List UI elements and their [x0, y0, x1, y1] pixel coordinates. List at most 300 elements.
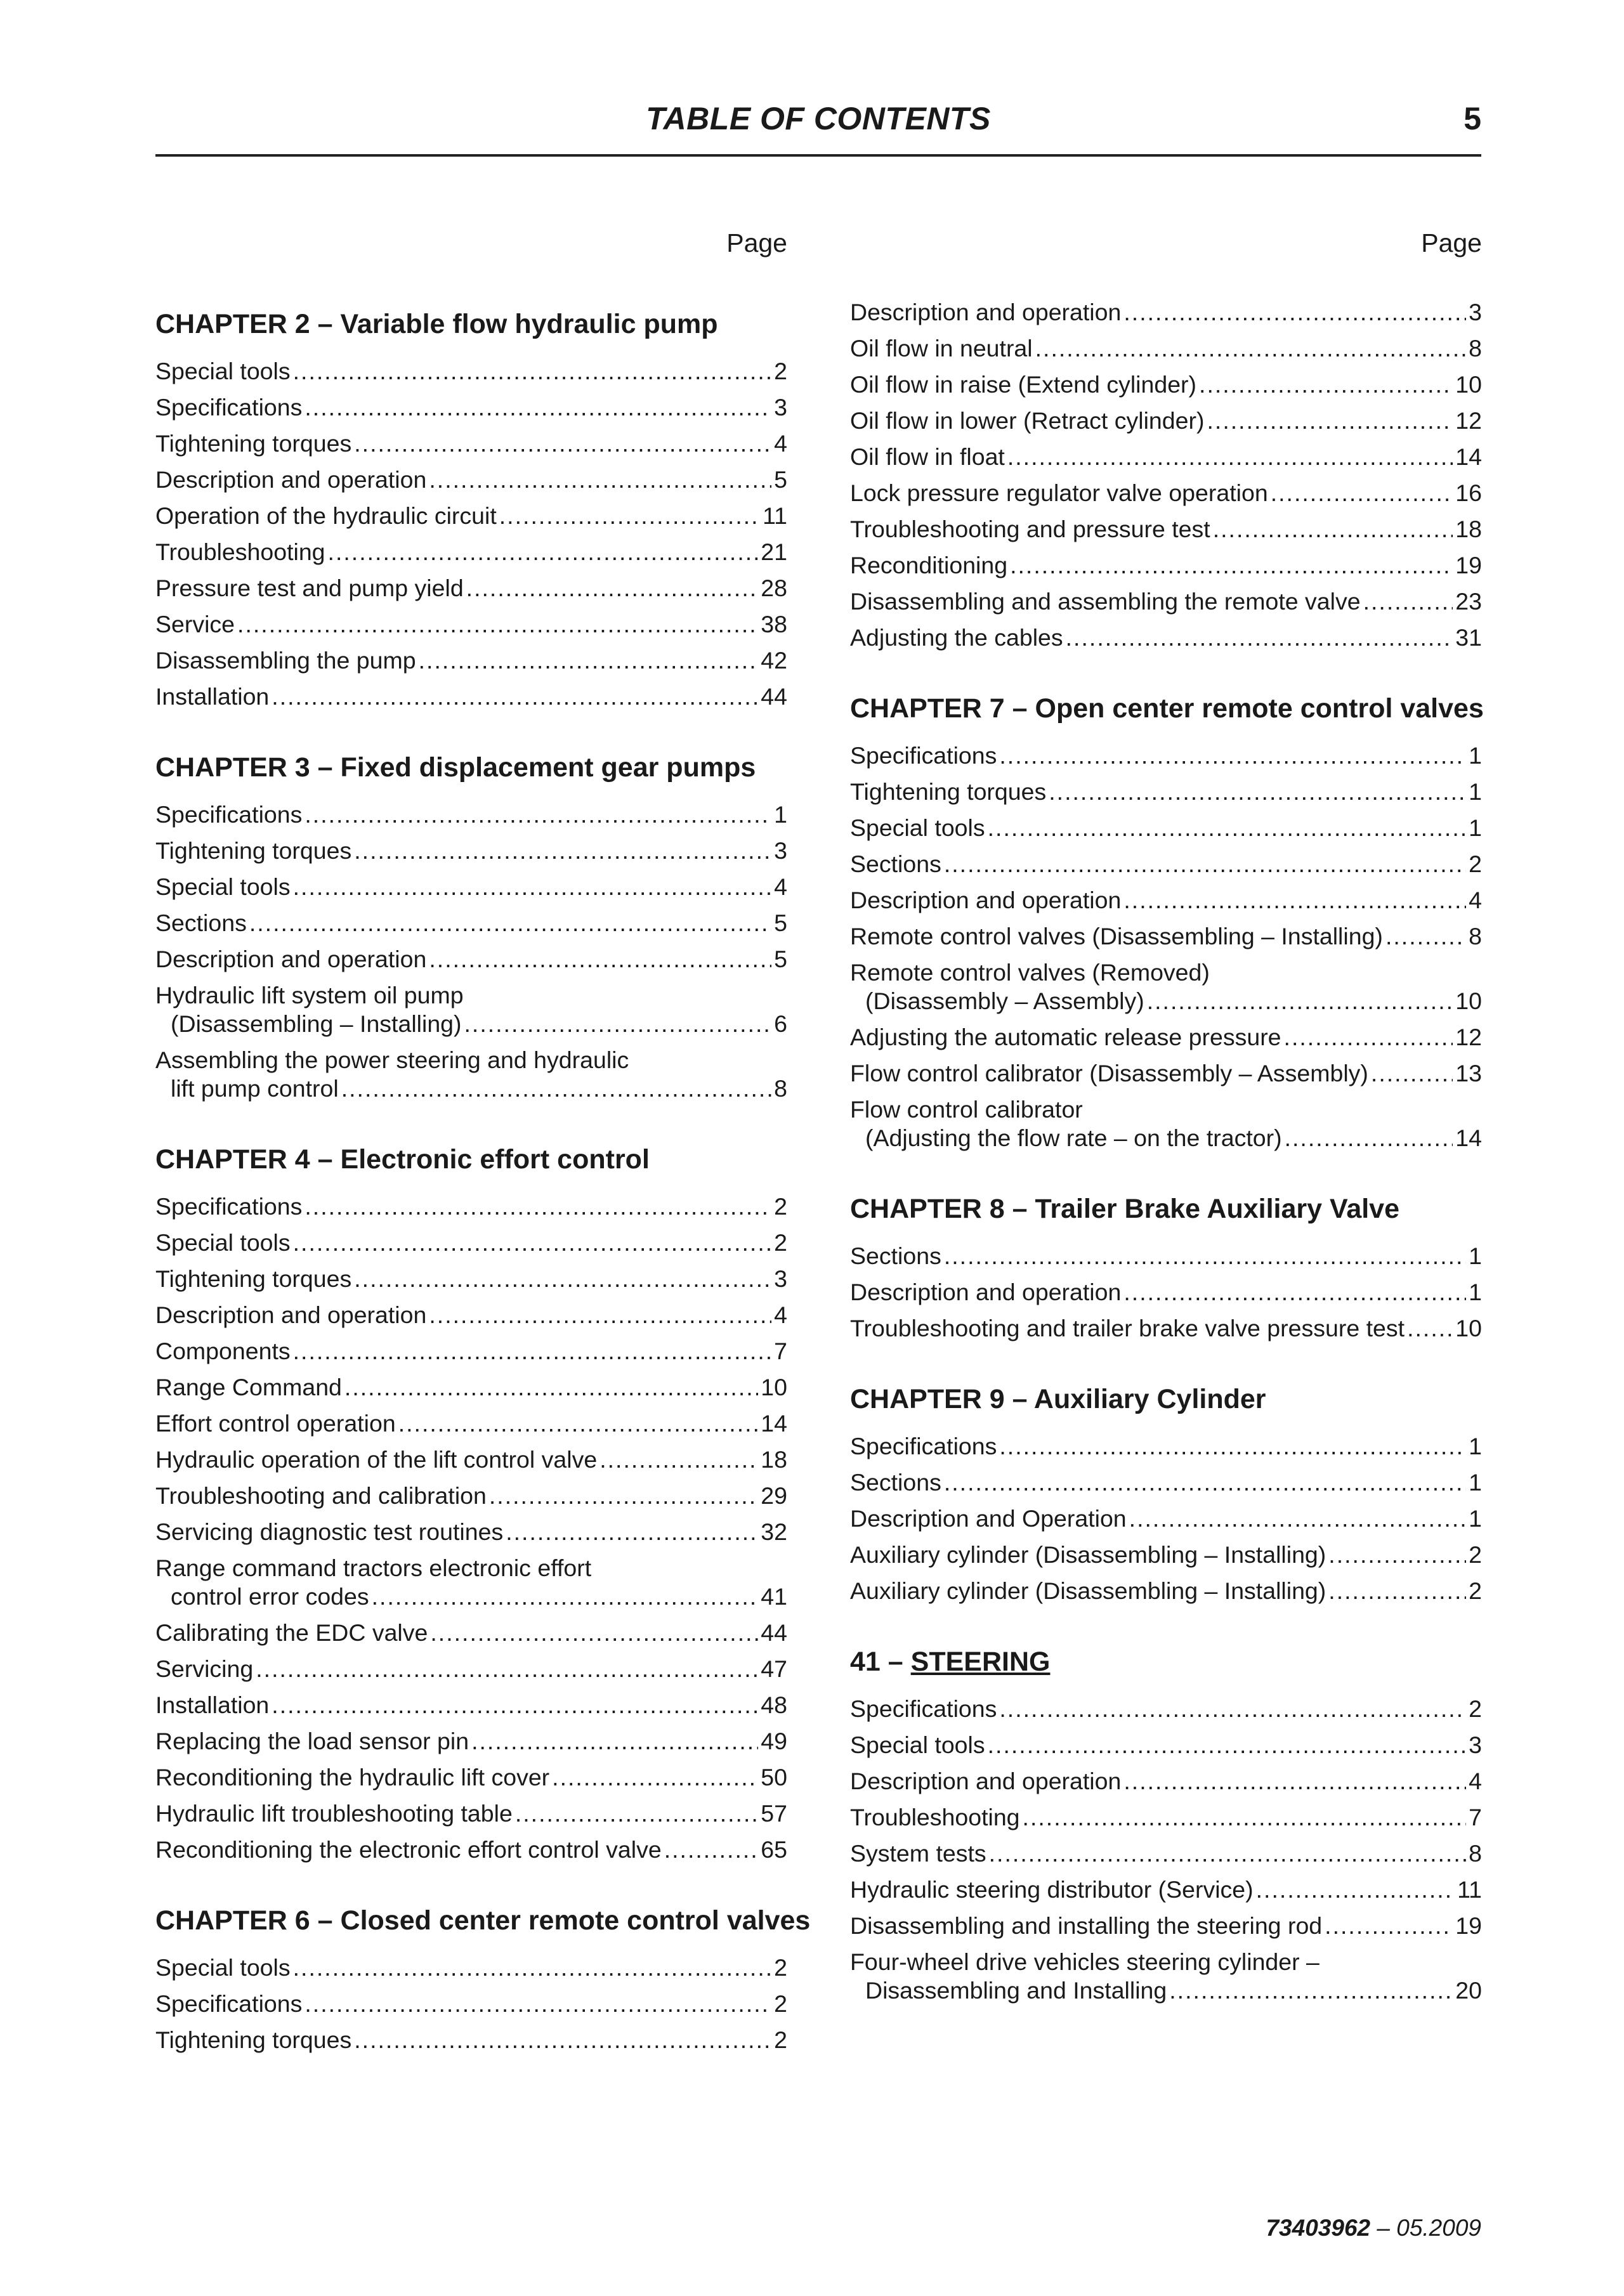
- toc-entry: [155, 502, 787, 530]
- page-column-label: Page: [1421, 228, 1482, 258]
- toc-entry-page: 11: [763, 502, 787, 529]
- toc-entry-title: Hydraulic lift troubleshooting table: [155, 1800, 513, 1827]
- toc-entry-page: 28: [761, 575, 787, 601]
- toc-entry-page: 11: [1457, 1876, 1482, 1903]
- toc-entry-title: Remote control valves (Removed): [850, 959, 1210, 986]
- dot-leader: [1007, 443, 1453, 471]
- toc-entry-page: 1: [1469, 778, 1482, 805]
- dot-leader: [354, 2026, 771, 2054]
- toc-entry-page: 1: [1469, 814, 1482, 841]
- toc-entry: [850, 1767, 1482, 1796]
- toc-entry-title: Sections: [155, 910, 247, 936]
- toc-entry: [155, 1655, 787, 1683]
- toc-entry: [850, 1541, 1482, 1569]
- toc-entry-title: Oil flow in raise (Extend cylinder): [850, 371, 1197, 398]
- toc-entry: [850, 623, 1482, 652]
- toc-entry-page: 6: [774, 1010, 787, 1037]
- toc-entry-title: Disassembling the pump: [155, 647, 416, 674]
- dot-leader: [354, 837, 771, 865]
- toc-entry-continuation: [155, 1010, 787, 1038]
- toc-entry: [155, 466, 787, 494]
- chapter-6-continued: [850, 298, 1482, 652]
- toc-entry-page: 4: [774, 873, 787, 900]
- toc-entry: [850, 515, 1482, 544]
- toc-entry: [850, 1314, 1482, 1343]
- toc-entry: [850, 587, 1482, 616]
- toc-entry-page: 2: [774, 1229, 787, 1256]
- toc-entry: [155, 837, 787, 865]
- toc-entry: [155, 1990, 787, 2018]
- toc-entry: [155, 1799, 787, 1828]
- toc-entry-continuation: [850, 987, 1482, 1015]
- dot-leader: [989, 1839, 1467, 1868]
- toc-entry-title: Description and operation: [155, 946, 427, 972]
- dot-leader: [341, 1074, 771, 1103]
- dot-leader: [664, 1836, 759, 1864]
- dot-leader: [328, 538, 759, 566]
- toc-entry-page: 3: [774, 394, 787, 421]
- toc-entry-title: Effort control operation: [155, 1410, 396, 1437]
- dot-leader: [1328, 1541, 1466, 1569]
- chapter-section: [850, 1645, 1482, 2005]
- chapter-title: CHAPTER 7 – Open center remote control valves: [850, 693, 1484, 724]
- toc-entry-page: 14: [1455, 1125, 1482, 1151]
- toc-entry: [850, 741, 1482, 770]
- dot-leader: [499, 502, 760, 530]
- toc-entry-page: 16: [1455, 479, 1482, 506]
- toc-entry: [850, 1875, 1482, 1904]
- toc-entry-page: 29: [761, 1482, 787, 1509]
- toc-entry: [850, 886, 1482, 915]
- dot-leader: [1129, 1504, 1466, 1533]
- toc-entry: [850, 814, 1482, 842]
- toc-entry-title: Troubleshooting: [155, 538, 325, 565]
- toc-entry-title: Specifications: [155, 1990, 303, 2017]
- toc-entry-page: 8: [1469, 1840, 1482, 1867]
- dot-leader: [1363, 587, 1453, 616]
- toc-entry: [850, 551, 1482, 580]
- left-column: [155, 225, 811, 2094]
- section-number: 41 –: [850, 1647, 903, 1677]
- toc-entry-page: 5: [774, 946, 787, 972]
- chapter-title: CHAPTER 9 – Auxiliary Cylinder: [850, 1384, 1266, 1414]
- toc-entry-title: Description and operation: [850, 1279, 1122, 1305]
- toc-entry-title: Troubleshooting and calibration: [155, 1482, 487, 1509]
- toc-entry-page: 4: [774, 1301, 787, 1328]
- dot-leader: [944, 850, 1466, 878]
- toc-entry: [155, 393, 787, 422]
- dot-leader: [999, 1432, 1466, 1461]
- toc-entry: [850, 298, 1482, 327]
- toc-entry-title: Description and operation: [850, 887, 1122, 913]
- chapter-section: [850, 1382, 1482, 1605]
- dot-leader: [1385, 922, 1466, 951]
- toc-entry-page: 2: [774, 2026, 787, 2053]
- toc-entry-title: Tightening torques: [155, 2026, 352, 2053]
- dot-leader: [944, 1468, 1466, 1497]
- dot-leader: [429, 466, 771, 494]
- toc-entry-page: 65: [761, 1836, 787, 1863]
- toc-entry-title: Troubleshooting and pressure test: [850, 516, 1210, 542]
- dot-leader: [304, 393, 771, 422]
- toc-entry: [155, 357, 787, 386]
- toc-entry-page: 3: [1469, 1732, 1482, 1758]
- toc-entry: [850, 1242, 1482, 1270]
- toc-entry: [155, 1409, 787, 1438]
- toc-entry-page: 2: [774, 1193, 787, 1220]
- toc-entry-title: Specifications: [850, 742, 997, 769]
- toc-entry-title: Specifications: [155, 1193, 303, 1220]
- toc-entry-page: 2: [1469, 1541, 1482, 1568]
- toc-entry-title: Disassembling and installing the steering rod: [850, 1912, 1323, 1939]
- dot-leader: [1123, 1278, 1466, 1307]
- toc-entry-title: Special tools: [155, 1954, 291, 1981]
- toc-entry: [155, 1337, 787, 1366]
- dot-leader: [419, 646, 759, 675]
- toc-entry-title: Flow control calibrator: [850, 1096, 1083, 1123]
- toc-entry-title: Lock pressure regulator valve operation: [850, 479, 1268, 506]
- right-column: [850, 225, 1482, 2044]
- toc-entry: [850, 1948, 1482, 2005]
- dot-leader: [1123, 298, 1466, 327]
- chapter-title: CHAPTER 4 – Electronic effort control: [155, 1144, 650, 1175]
- toc-entry-page: 4: [774, 430, 787, 457]
- toc-entry-title: Specifications: [155, 801, 303, 828]
- toc-entry: [155, 1373, 787, 1402]
- toc-entry-page: 10: [1455, 371, 1482, 398]
- toc-entry: [155, 800, 787, 829]
- toc-entry-title: Hydraulic steering distributor (Service): [850, 1876, 1254, 1903]
- dot-leader: [272, 1691, 758, 1719]
- dot-leader: [249, 909, 771, 937]
- dot-leader: [464, 1010, 772, 1038]
- toc-entry: [850, 1695, 1482, 1723]
- toc-entry-title: Assembling the power steering and hydraulic: [155, 1047, 629, 1073]
- dot-leader: [354, 1265, 771, 1293]
- toc-entry-page: 1: [1469, 1433, 1482, 1459]
- dot-leader: [429, 1301, 771, 1329]
- dot-leader: [1207, 407, 1453, 435]
- toc-entry-title-line2: Disassembling and Installing: [865, 1977, 1167, 2004]
- toc-entry: [850, 1278, 1482, 1307]
- toc-entry: [850, 334, 1482, 363]
- toc-entry-title: Description and operation: [850, 299, 1122, 325]
- toc-entry-page: 1: [774, 801, 787, 828]
- dot-leader: [1371, 1059, 1453, 1088]
- toc-entry: [850, 922, 1482, 951]
- dot-leader: [944, 1242, 1466, 1270]
- dot-leader: [1285, 1124, 1453, 1152]
- dot-leader: [1284, 1023, 1453, 1052]
- dot-leader: [466, 574, 759, 603]
- toc-entry-title: Specifications: [850, 1433, 997, 1459]
- dot-leader: [293, 1337, 772, 1366]
- toc-entry: [155, 1229, 787, 1257]
- toc-entry: [850, 370, 1482, 399]
- toc-entry: [850, 1839, 1482, 1868]
- toc-entry: [850, 958, 1482, 1015]
- toc-entry-title: Troubleshooting: [850, 1804, 1020, 1830]
- chapter-title: CHAPTER 6 – Closed center remote control valves: [155, 1905, 811, 1936]
- dot-leader: [552, 1763, 758, 1792]
- toc-entry: [155, 1691, 787, 1719]
- dot-leader: [304, 800, 771, 829]
- toc-entry: [155, 1482, 787, 1510]
- toc-entry-page: 5: [774, 910, 787, 936]
- toc-entry-title: Installation: [155, 683, 270, 710]
- dot-leader: [344, 1373, 758, 1402]
- dot-leader: [293, 873, 772, 901]
- toc-entry-page: 1: [1469, 1505, 1482, 1532]
- toc-entry-title: Hydraulic operation of the lift control valve: [155, 1446, 598, 1473]
- toc-entry: [155, 610, 787, 639]
- toc-entry-title: Oil flow in float: [850, 443, 1005, 470]
- toc-entry-title: Specifications: [155, 394, 303, 421]
- toc-entry-page: 38: [761, 611, 787, 637]
- toc-entry-title: Specifications: [850, 1695, 997, 1722]
- right-chapter-list: [850, 691, 1482, 2005]
- toc-entry: [850, 1059, 1482, 1088]
- toc-entry-title-line2: (Disassembling – Installing): [171, 1010, 462, 1037]
- toc-entry-page: 12: [1455, 407, 1482, 434]
- dot-leader: [1035, 334, 1467, 363]
- dot-leader: [304, 1990, 771, 2018]
- dot-leader: [1407, 1314, 1453, 1343]
- toc-entry-title: Installation: [155, 1692, 270, 1718]
- toc-entry-page: 44: [761, 1619, 787, 1646]
- toc-entry-page: 3: [1469, 299, 1482, 325]
- dot-leader: [398, 1409, 759, 1438]
- toc-entry-page: 13: [1455, 1060, 1482, 1086]
- toc-entry: [155, 429, 787, 458]
- toc-entry: [155, 682, 787, 711]
- dot-leader: [1271, 479, 1453, 507]
- toc-entry-title: Adjusting the automatic release pressure: [850, 1024, 1281, 1050]
- toc-entry-title: Remote control valves (Disassembling – Installing): [850, 923, 1383, 949]
- toc-entry-title-line2: control error codes: [171, 1583, 369, 1610]
- dot-leader: [1123, 886, 1466, 915]
- toc-entry-title: Range command tractors electronic effort: [155, 1555, 592, 1581]
- dot-leader: [1023, 1803, 1467, 1832]
- toc-entry-title: Tightening torques: [155, 430, 352, 457]
- dot-leader: [293, 1229, 772, 1257]
- toc-entry-page: 42: [761, 647, 787, 674]
- toc-entry-page: 10: [761, 1374, 787, 1400]
- toc-entry-title: Flow control calibrator (Disassembly – Assembly): [850, 1060, 1368, 1086]
- toc-entry-page: 19: [1455, 552, 1482, 578]
- toc-entry-continuation: [155, 1582, 787, 1611]
- toc-entry-page: 7: [1469, 1804, 1482, 1830]
- toc-entry: [155, 2026, 787, 2054]
- chapter-section: [155, 307, 787, 711]
- toc-entry-page: 1: [1469, 1469, 1482, 1496]
- toc-entry: [155, 1554, 787, 1611]
- toc-entry: [850, 1731, 1482, 1759]
- toc-entry-page: 2: [1469, 1695, 1482, 1722]
- toc-entry-page: 14: [1455, 443, 1482, 470]
- toc-entry-page: 5: [774, 466, 787, 493]
- toc-entry-page: 47: [761, 1655, 787, 1682]
- page-header: [155, 94, 1481, 157]
- toc-entry-continuation: [850, 1976, 1482, 2005]
- toc-entry-page: 18: [1455, 516, 1482, 542]
- toc-entry-title: Reconditioning: [850, 552, 1008, 578]
- left-chapter-list: [155, 307, 811, 2054]
- toc-entry-page: 48: [761, 1692, 787, 1718]
- toc-entry-page: 1: [1469, 1279, 1482, 1305]
- toc-entry: [155, 1763, 787, 1792]
- toc-entry: [850, 1432, 1482, 1461]
- chapter-title: CHAPTER 8 – Trailer Brake Auxiliary Valve: [850, 1194, 1400, 1224]
- dot-leader: [1169, 1976, 1453, 2005]
- toc-entry-page: 2: [774, 1954, 787, 1981]
- toc-entry-page: 14: [761, 1410, 787, 1437]
- toc-entry-title: Auxiliary cylinder (Disassembling – Installing): [850, 1541, 1326, 1568]
- toc-entry: [850, 1023, 1482, 1052]
- toc-entry: [155, 1192, 787, 1221]
- toc-entry-title: Sections: [850, 1469, 941, 1496]
- toc-entry-page: 2: [774, 358, 787, 384]
- dot-leader: [489, 1482, 758, 1510]
- toc-entry-title: Special tools: [155, 873, 291, 900]
- toc-entry-title: Special tools: [155, 1229, 291, 1256]
- toc-entry-title: Four-wheel drive vehicles steering cylinder –: [850, 1948, 1320, 1975]
- toc-entry-title: Description and operation: [155, 1301, 427, 1328]
- chapter-section: [850, 691, 1482, 1152]
- toc-entry: [155, 1836, 787, 1864]
- chapter-title: [850, 1645, 1482, 1680]
- toc-entry-title: Sections: [850, 851, 941, 877]
- toc-entry-title: Servicing diagnostic test routines: [155, 1518, 504, 1545]
- toc-entry: [850, 407, 1482, 435]
- toc-entry: [155, 1518, 787, 1546]
- toc-entry-page: 3: [774, 837, 787, 864]
- page-footer: [1266, 2215, 1481, 2241]
- toc-entry-title: Calibrating the EDC valve: [155, 1619, 428, 1646]
- toc-entry-title: Description and Operation: [850, 1505, 1127, 1532]
- toc-entry-title: Description and operation: [850, 1768, 1122, 1794]
- toc-entry-page: 7: [774, 1338, 787, 1364]
- dot-leader: [237, 610, 758, 639]
- toc-entry-page: 8: [774, 1075, 787, 1102]
- toc-entry: [850, 1803, 1482, 1832]
- toc-entry-page: 8: [1469, 335, 1482, 362]
- toc-entry-page: 19: [1455, 1912, 1482, 1939]
- document-date: – 05.2009: [1370, 2215, 1481, 2241]
- toc-entry: [155, 538, 787, 566]
- toc-entry-page: 3: [774, 1265, 787, 1292]
- toc-entry-page: 18: [761, 1446, 787, 1473]
- toc-entry-page: 4: [1469, 1768, 1482, 1794]
- toc-entry: [155, 1046, 787, 1103]
- toc-entry-title: Oil flow in neutral: [850, 335, 1033, 362]
- toc-entry: [850, 1577, 1482, 1605]
- dot-leader: [999, 1695, 1466, 1723]
- toc-entry: [155, 873, 787, 901]
- toc-entry-page: 2: [774, 1990, 787, 2017]
- dot-leader: [471, 1727, 758, 1756]
- dot-leader: [1256, 1875, 1455, 1904]
- toc-entry-page: 4: [1469, 887, 1482, 913]
- toc-entry-title-line2: (Adjusting the flow rate – on the tractor): [865, 1125, 1282, 1151]
- dot-leader: [599, 1445, 758, 1474]
- document-number: 73403962: [1266, 2215, 1371, 2241]
- toc-entry-title: Special tools: [155, 358, 291, 384]
- dot-leader: [988, 814, 1467, 842]
- dot-leader: [293, 357, 772, 386]
- toc-entry: [155, 646, 787, 675]
- toc-entry-page: 10: [1455, 988, 1482, 1014]
- dot-leader: [372, 1582, 759, 1611]
- toc-entry-title: Tightening torques: [155, 837, 352, 864]
- toc-entry-page: 44: [761, 683, 787, 710]
- toc-entry-page: 32: [761, 1518, 787, 1545]
- dot-leader: [1328, 1577, 1466, 1605]
- toc-entry-title: Troubleshooting and trailer brake valve pressure test: [850, 1315, 1405, 1341]
- toc-entry-title: System tests: [850, 1840, 986, 1867]
- dot-leader: [1049, 778, 1466, 806]
- toc-entry-title: Special tools: [850, 814, 985, 841]
- dot-leader: [429, 945, 771, 974]
- toc-entry-page: 10: [1455, 1315, 1482, 1341]
- toc-entry-title: Special tools: [850, 1732, 985, 1758]
- chapter-title: CHAPTER 3 – Fixed displacement gear pumps: [155, 752, 756, 783]
- toc-entry: [155, 909, 787, 937]
- toc-entry-title-line2: lift pump control: [171, 1075, 339, 1102]
- toc-entry-title: Replacing the load sensor pin: [155, 1728, 469, 1754]
- toc-entry-title: Adjusting the cables: [850, 624, 1063, 651]
- chapter-title: CHAPTER 2 – Variable flow hydraulic pump: [155, 309, 718, 339]
- toc-entry: [155, 1445, 787, 1474]
- toc-entry-title: Components: [155, 1338, 291, 1364]
- toc-entry-title: Operation of the hydraulic circuit: [155, 502, 497, 529]
- dot-leader: [1213, 515, 1453, 544]
- dot-leader: [1199, 370, 1453, 399]
- toc-entry: [155, 981, 787, 1038]
- toc-entry-continuation: [155, 1074, 787, 1103]
- dot-leader: [430, 1619, 758, 1647]
- toc-entry: [155, 945, 787, 974]
- toc-entry: [850, 1468, 1482, 1497]
- toc-entry-title: Servicing: [155, 1655, 254, 1682]
- toc-entry: [155, 1265, 787, 1293]
- toc-entry-title: Reconditioning the hydraulic lift cover: [155, 1764, 550, 1790]
- toc-entry: [155, 1619, 787, 1647]
- toc-entry-title: Disassembling and assembling the remote valve: [850, 588, 1361, 615]
- chapter-section: [155, 1903, 811, 2054]
- toc-entry-page: 1: [1469, 742, 1482, 769]
- toc-entry-page: 57: [761, 1800, 787, 1827]
- toc-entry-title: Reconditioning the electronic effort control valve: [155, 1836, 662, 1863]
- toc-entry-title: Auxiliary cylinder (Disassembling – Installing): [850, 1577, 1326, 1604]
- toc-entry-page: 49: [761, 1728, 787, 1754]
- dot-leader: [1325, 1912, 1453, 1940]
- toc-entry-title: Oil flow in lower (Retract cylinder): [850, 407, 1205, 434]
- dot-leader: [1147, 987, 1453, 1015]
- toc-entry-title: Tightening torques: [155, 1265, 352, 1292]
- dot-leader: [256, 1655, 758, 1683]
- dot-leader: [293, 1954, 772, 1982]
- dot-leader: [1010, 551, 1453, 580]
- toc-entry-title-line2: (Disassembly – Assembly): [865, 988, 1144, 1014]
- toc-entry-title: Description and operation: [155, 466, 427, 493]
- dot-leader: [988, 1731, 1467, 1759]
- toc-entry-page: 20: [1455, 1977, 1482, 2004]
- page-title: TABLE OF CONTENTS: [646, 101, 991, 136]
- toc-entry: [850, 443, 1482, 471]
- toc-entry-title: Pressure test and pump yield: [155, 575, 464, 601]
- toc-entry-page: 2: [1469, 851, 1482, 877]
